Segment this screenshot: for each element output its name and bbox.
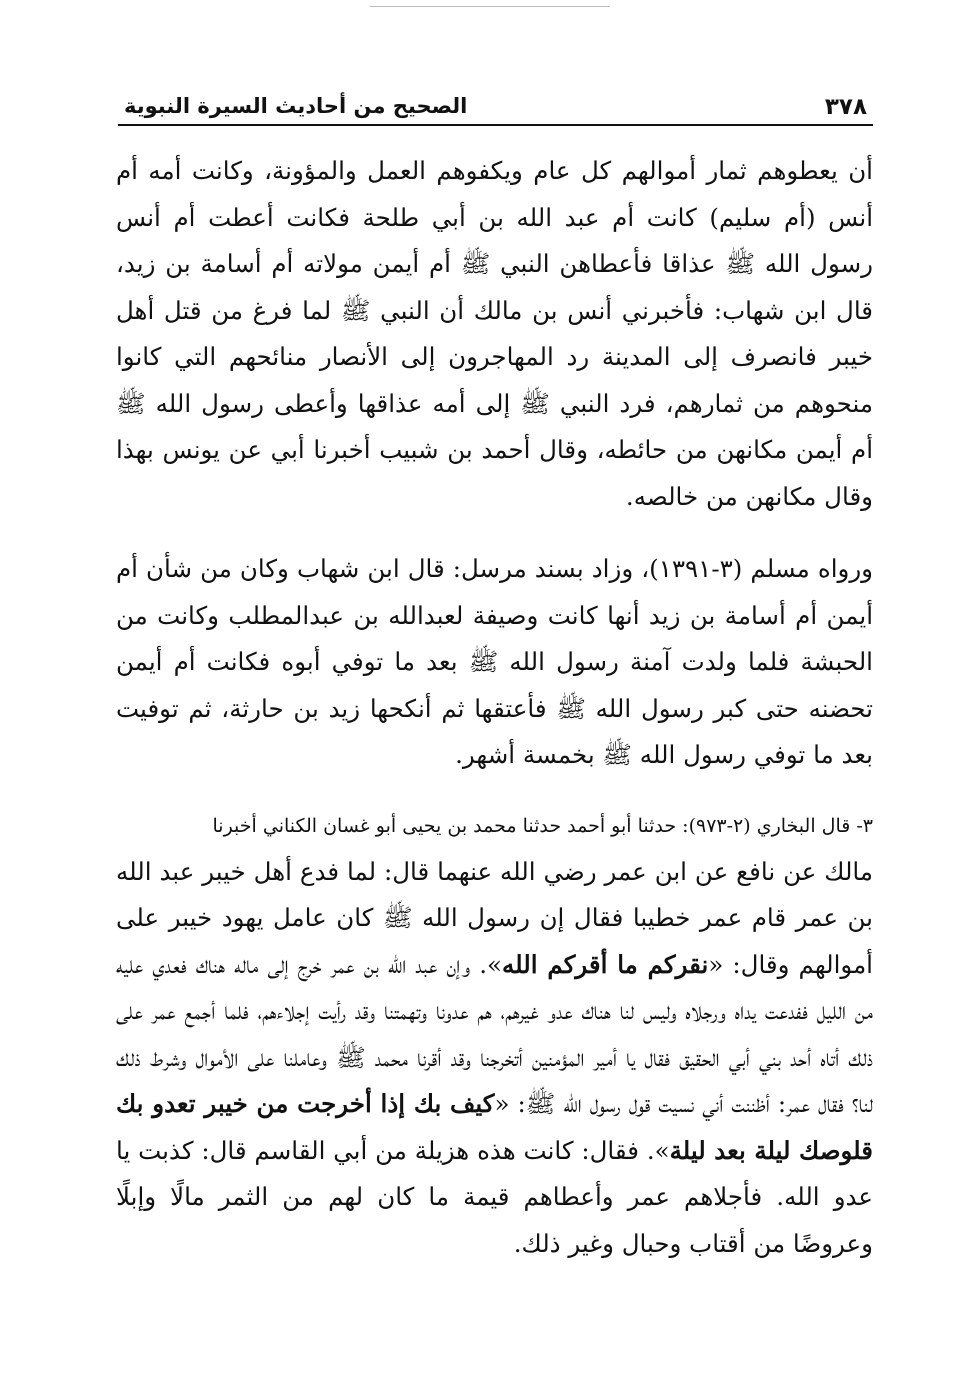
running-title: الصحيح من أحاديث السيرة النبوية [124,94,468,118]
hadith-3-text-part-2: ». وإن عبد الله بن عمر خرج إلى ماله هناك فعدي عليه من الليل ففدعت يداه ورجلاه وليس لنا هناك عدو غيرهم، هم عدونا وتهمتنا وقد رأيت إجلاءهم، فلما أجمع عمر على ذلك أتاه أحد بني أبي الحقيق فقال يا أمير المؤمنين أتخرجنا وقد أقرنا محمد ﷺ وعاملنا على الأموال وشرط ذلك لنا؟ فقال عمر: أظننت أني نسيت قول رسول الله ﷺ: « [116,949,874,1118]
page-body [116,148,873,1267]
paragraph-2: ورواه مسلم (٣-١٣٩١)، وزاد بسند مرسل: قال ابن شهاب وكان من شأن أم أيمن أم أسامة بن زيد أنها كانت وصيفة لعبدالله بن عبدالمطلب وكانت من الحبشة فلما ولدت آمنة رسول الله ﷺ بعد ما توفي أبوه فكانت أم أيمن تحضنه حتى كبر رسول الله ﷺ فأعتقها ثم أنكحها زيد بن حارثة، ثم توفيت بعد ما توفي رسول الله ﷺ بخمسة أشهر. [116,554,874,769]
paragraph-1: أن يعطوهم ثمار أموالهم كل عام ويكفوهم العمل والمؤونة، وكانت أمه أم أنس (أم سليم) كانت أم عبد الله بن أبي طلحة فكانت أعطت أم أنس رسول الله ﷺ عذاقا فأعطاهن النبي ﷺ أم أيمن مولاته أم أسامة بن زيد، قال ابن شهاب: فأخبرني أنس بن مالك أن النبي ﷺ لما فرغ من قتل أهل خيبر فانصرف إلى المدينة رد المهاجرون إلى الأنصار منائحهم التي كانوا منحوهم من ثمارهم، فرد النبي ﷺ إلى أمه عذاقها وأعطى رسول الله ﷺ أم أيمن مكانهن من حائطه، وقال أحمد بن شبيب أخبرنا أبي عن يونس بهذا وقال مكانهن من خالصه. [116,156,873,511]
hadith-3-text-part-3: ». فقال: كانت هذه هزيلة من أبي القاسم قال: كذبت يا عدو الله. فأجلاهم عمر وأعطاهم قيمة ما كان لهم من الثمر مالًا وإبلًا وعروضًا من أقتاب وحبال وغير ذلك. [116,1135,873,1258]
hadith-3-text-part-1: مالك عن نافع عن ابن عمر رضي الله عنهما قال: لما فدع أهل خيبر عبد الله بن عمر قام عمر خطيبا فقال إن رسول الله ﷺ كان عامل يهود خيبر على أموالهم وقال: « [116,856,873,979]
running-header [118,90,873,126]
top-scan-rule [370,6,610,7]
hadith-3-text [116,849,873,1268]
hadith-3-isnad: ٣- قال البخاري (٢-٩٧٣): حدثنا أبو أحمد حدثنا محمد بن يحيى أبو غسان الكناني أخبرنا [212,814,873,837]
hadith-3 [116,803,873,1268]
prophetic-quote-2: كيف بك إذا أخرجت من خيبر تعدو بك قلوصك ليلة بعد ليلة [116,1089,873,1165]
prophetic-quote-1: نقركم ما أقركم الله [502,949,709,979]
page-number: ٣٧٨ [824,94,867,120]
